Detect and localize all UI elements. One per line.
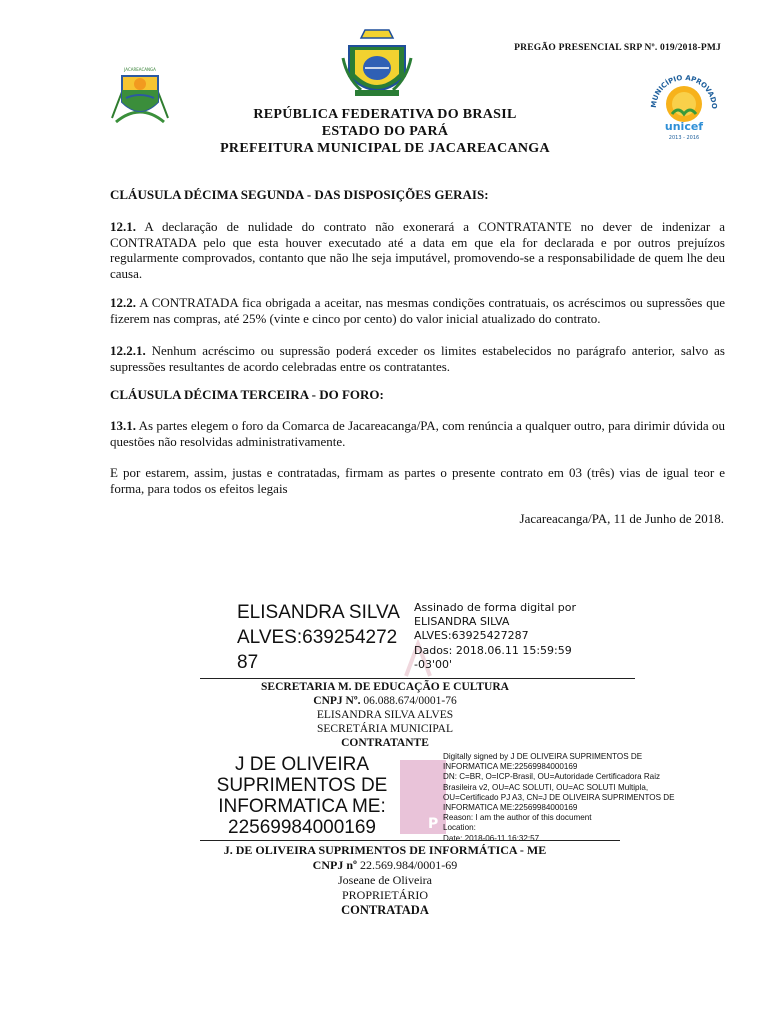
signer-organization: J. DE OLIVEIRA SUPRIMENTOS DE INFORMÁTICA - ME	[223, 843, 547, 857]
signature-name-line: 87	[237, 652, 259, 673]
signature-name-line: SUPRIMENTOS DE	[216, 775, 388, 796]
stamp-line: Brasileira v2, OU=AC SOLUTI, OU=AC SOLUTI Multipla,	[443, 782, 649, 792]
paragraph-text: A CONTRATADA fica obrigada a aceitar, nas mesmas condições contratuais, os acréscimos ou supressões que fizerem nas compras, até 25% (vinte e cinco por cento) do valor inicial atualizado do contrato.	[110, 295, 725, 326]
signature-line	[200, 678, 635, 679]
paragraph-text: Nenhum acréscimo ou supressão poderá exceder os limites estabelecidos no parágrafo anterior, salvo as supressões resultantes de acordo celebradas entre os contratantes.	[110, 343, 725, 374]
signature-name-line: ALVES:639254272	[237, 627, 398, 648]
paragraph-text: A declaração de nulidade do contrato não exonerará a CONTRATANTE no dever de indenizar a CONTRATADA pelo que esta houver executado até a data em que ela for declarada e por outros prejuízos regularmente comprovados, contanto que não lhe seja imputável, promovendo-se a responsabilidade de quem lhe deu causa.	[110, 219, 725, 281]
paragraph-12-2-1	[110, 343, 725, 374]
signature-name-line: INFORMATICA ME:	[218, 796, 386, 817]
signature-name-line: 22569984000169	[228, 817, 376, 838]
stamp-line: Dados: 2018.06.11 15:59:59	[414, 643, 572, 657]
paragraph-number: 12.2.1.	[110, 343, 146, 358]
title-line-1: REPÚBLICA FEDERATIVA DO BRASIL	[253, 107, 517, 122]
closing-paragraph: E por estarem, assim, justas e contratadas, firmam as partes o presente contrato em 03 (três) vias de igual teor e forma, para todos os efeitos legais	[110, 465, 725, 496]
paragraph-number: 12.1.	[110, 219, 136, 234]
signer-organization: SECRETARIA M. DE EDUCAÇÃO E CULTURA	[261, 681, 509, 693]
signature-watermark	[400, 760, 446, 834]
paragraph-13-1	[110, 418, 725, 449]
signer-role: SECRETÁRIA MUNICIPAL	[317, 723, 453, 735]
cnpj-value: 06.088.674/0001-76	[363, 695, 457, 707]
clause-13-heading: CLÁUSULA DÉCIMA TERCEIRA - DO FORO:	[110, 387, 384, 402]
signature-line	[200, 840, 620, 841]
title-line-2: ESTADO DO PARÁ	[321, 124, 449, 139]
cnpj-value: 22.569.984/0001-69	[359, 858, 458, 872]
contratante-block	[0, 680, 770, 750]
stamp-line: Digitally signed by J DE OLIVEIRA SUPRIMENTOS DE	[443, 752, 643, 761]
digital-signature-stamp	[414, 601, 576, 672]
seal-arc-text: MUNICÍPIO APROVADO	[649, 73, 719, 110]
paragraph-12-1	[110, 219, 725, 281]
digital-signature-stamp	[443, 752, 693, 844]
seal-years: 2013 - 2016	[668, 135, 700, 141]
stamp-line: DN: C=BR, O=ICP-Brasil, OU=Autoridade Certificadora Raiz	[443, 772, 661, 782]
stamp-line: INFORMATICA ME:22569984000169	[443, 803, 578, 813]
stamp-line: OU=Certificado PJ A3, CN=J DE OLIVEIRA SUPRIMENTOS DE	[443, 792, 675, 802]
paragraph-number: 13.1.	[110, 418, 136, 433]
stamp-line: INFORMATICA ME:22569984000169	[443, 762, 578, 772]
party-label: CONTRATANTE	[341, 737, 429, 749]
signer-role: PROPRIETÁRIO	[341, 888, 428, 902]
signer-name: ELISANDRA SILVA ALVES	[316, 709, 454, 721]
document-reference: PREGÃO PRESENCIAL SRP Nº. 019/2018-PMJ	[514, 43, 721, 53]
paragraph-text: As partes elegem o foro da Comarca de Jacareacanga/PA, com renúncia a qualquer outro, para dirimir dúvida ou questões não resolvidas administrativamente.	[110, 418, 725, 449]
document-title	[0, 106, 770, 157]
clause-12-heading: CLÁUSULA DÉCIMA SEGUNDA - DAS DISPOSIÇÕES GERAIS:	[110, 187, 489, 202]
stamp-line: Assinado de forma digital por	[414, 601, 577, 614]
party-label: CONTRATADA	[341, 903, 429, 917]
stamp-line: Date: 2018-06-11 16:32:57	[443, 833, 540, 843]
state-coat-of-arms	[341, 28, 413, 106]
svg-text:P: P	[428, 816, 439, 832]
title-line-3: PREFEITURA MUNICIPAL DE JACAREACANGA	[220, 141, 550, 156]
signature-name-line: J DE OLIVEIRA	[234, 754, 370, 775]
stamp-line: Location:	[443, 823, 476, 833]
cnpj-label: CNPJ Nº.	[313, 695, 361, 707]
stamp-line: Reason: I am the author of this document	[443, 813, 592, 823]
unicef-wordmark: unicef	[664, 120, 704, 133]
paragraph-number: 12.2.	[110, 295, 136, 310]
cnpj-label: CNPJ nº	[312, 858, 357, 872]
place-and-date: Jacareacanga/PA, 11 de Junho de 2018.	[519, 511, 724, 526]
digital-signature-name	[202, 754, 402, 838]
stamp-line: ELISANDRA SILVA	[414, 615, 510, 629]
signer-name: Joseane de Oliveira	[338, 873, 432, 887]
stamp-line: -03'00'	[414, 657, 453, 671]
svg-text:JACAREACANGA: JACAREACANGA	[124, 67, 156, 72]
stamp-line: ALVES:63925427287	[414, 629, 529, 643]
digital-signature-name	[237, 600, 400, 675]
paragraph-12-2	[110, 295, 725, 326]
contratada-block	[0, 843, 770, 918]
signature-name-line: ELISANDRA SILVA	[237, 602, 400, 623]
